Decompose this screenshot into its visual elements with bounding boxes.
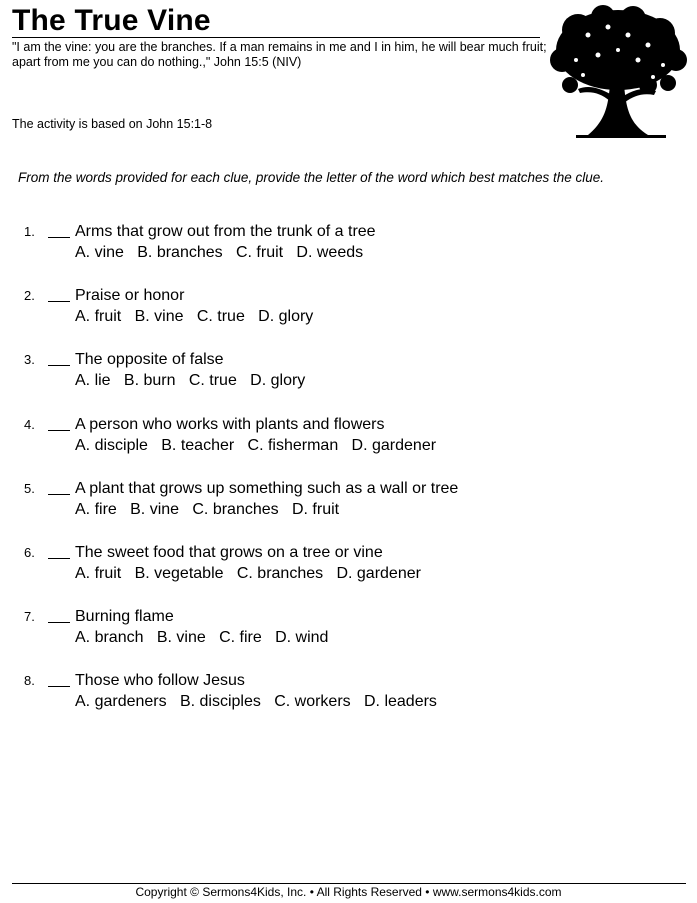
question-clue: The opposite of false (75, 351, 224, 368)
question-clue: A plant that grows up something such as a wall or tree (75, 480, 459, 497)
footer-divider (12, 883, 686, 884)
question-number: 4. (24, 417, 35, 432)
answer-blank[interactable] (48, 222, 70, 238)
question-clue: Burning flame (75, 608, 174, 625)
tree-icon (548, 5, 688, 143)
question-options: A. fruit B. vine C. true D. glory (75, 308, 314, 325)
page-title: The True Vine (12, 4, 211, 37)
answer-blank[interactable] (48, 415, 70, 431)
answer-blank[interactable] (48, 671, 70, 687)
question-options: A. lie B. burn C. true D. glory (75, 372, 306, 389)
question-number: 7. (24, 609, 35, 624)
question-clue: A person who works with plants and flowers (75, 416, 385, 433)
answer-blank[interactable] (48, 350, 70, 366)
question-options: A. fruit B. vegetable C. branches D. gardener (75, 565, 421, 582)
answer-blank[interactable] (48, 286, 70, 302)
question-clue: Those who follow Jesus (75, 672, 245, 689)
question-number: 6. (24, 545, 35, 560)
question-options: A. branch B. vine C. fire D. wind (75, 629, 329, 646)
question-number: 5. (24, 481, 35, 496)
question-number: 8. (24, 673, 35, 688)
question-options: A. disciple B. teacher C. fisherman D. gardener (75, 437, 437, 454)
question-clue: Praise or honor (75, 287, 185, 304)
question-clue: The sweet food that grows on a tree or vine (75, 544, 383, 561)
question-number: 1. (24, 224, 35, 239)
copyright-footer: Copyright © Sermons4Kids, Inc. • All Rights Reserved • www.sermons4kids.com (135, 885, 562, 899)
bible-verse: "I am the vine: you are the branches. If a man remains in me and I in him, he will bear much fruit; apart from me you can do nothing.," John 15:5 (NIV) (12, 40, 547, 69)
question-options: A. fire B. vine C. branches D. fruit (75, 501, 340, 518)
question-number: 2. (24, 288, 35, 303)
question-number: 3. (24, 352, 35, 367)
instructions: From the words provided for each clue, provide the letter of the word which best matches the clue. (18, 170, 605, 185)
question-clue: Arms that grow out from the trunk of a tree (75, 223, 376, 240)
answer-blank[interactable] (48, 479, 70, 495)
based-on-text: The activity is based on John 15:1-8 (12, 117, 213, 131)
question-options: A. gardeners B. disciples C. workers D. leaders (75, 693, 437, 710)
answer-blank[interactable] (48, 543, 70, 559)
question-options: A. vine B. branches C. fruit D. weeds (75, 244, 364, 261)
answer-blank[interactable] (48, 607, 70, 623)
title-divider (12, 37, 540, 38)
